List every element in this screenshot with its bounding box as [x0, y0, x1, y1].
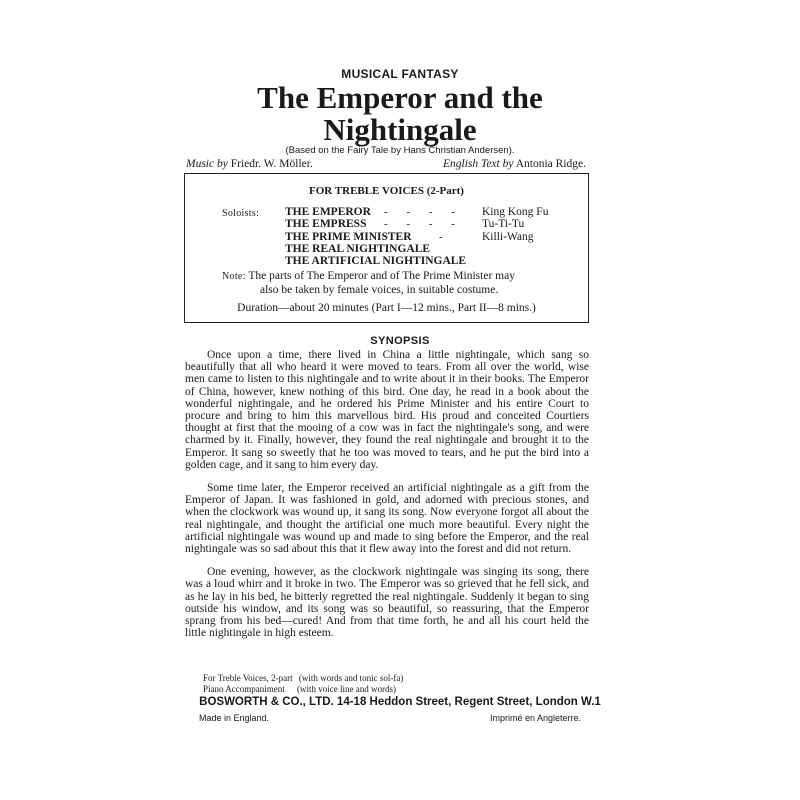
title-line-1: The Emperor and the	[257, 80, 543, 115]
role-4: THE REAL NIGHTINGALE	[285, 242, 431, 255]
music-credit	[186, 158, 313, 170]
title-line-2: Nightingale	[323, 112, 477, 147]
synopsis-body	[185, 349, 589, 650]
voices-heading: FOR TREBLE VOICES (2-Part)	[309, 185, 464, 197]
role-3: THE PRIME MINISTER	[285, 230, 412, 243]
role-5: THE ARTIFICIAL NIGHTINGALE	[285, 255, 467, 268]
actor-1: King Kong Fu	[482, 206, 549, 218]
edition-2-item: Piano Accompaniment	[203, 683, 285, 694]
actor-3: Killi-Wang	[482, 230, 534, 243]
text-credit	[443, 158, 586, 170]
role-2: THE EMPRESS	[285, 218, 367, 231]
role-1: THE EMPEROR	[285, 206, 371, 218]
duration: Duration—about 20 minutes (Part I—12 mins., Part II—8 mins.)	[237, 302, 536, 314]
cast-leaders	[384, 206, 463, 243]
cast-actors	[482, 206, 548, 243]
note-line-1: The parts of The Emperor and of The Prime Minister may	[248, 270, 515, 282]
translator-name: Antonia Ridge.	[515, 158, 586, 170]
genre-kicker: MUSICAL FANTASY	[341, 67, 459, 81]
leader-3: -	[439, 230, 451, 243]
edition-1-detail: (with words and tonic sol-fa)	[298, 673, 404, 683]
page-title	[0, 82, 800, 146]
casting-note	[222, 270, 515, 296]
synopsis-heading: SYNOPSIS	[370, 335, 430, 347]
voices-box	[184, 173, 589, 323]
music-label: Music by	[186, 158, 228, 170]
imprime-en-angleterre: Imprimé en Angleterre.	[489, 713, 581, 723]
soloists-label: Soloists:	[222, 208, 260, 219]
edition-2	[203, 684, 403, 695]
leader-1: - - - -	[384, 206, 463, 218]
note-label: Note:	[222, 271, 246, 282]
edition-1-item: For Treble Voices, 2-part	[203, 673, 293, 683]
made-in-england: Made in England.	[199, 713, 270, 723]
text-label: English Text by	[442, 158, 514, 170]
composer-name: Friedr. W. Möller.	[230, 158, 313, 170]
publisher-imprint: BOSWORTH & CO., LTD. 14-18 Heddon Street, Regent Street, London W.1	[199, 696, 601, 708]
note-line-2: also be taken by female voices, in suitable costume.	[260, 283, 499, 296]
leader-2: - - - -	[384, 218, 463, 231]
edition-2-detail: (with voice line and words)	[296, 683, 396, 694]
subtitle: (Based on the Fairy Tale by Hans Christian Andersen).	[285, 145, 515, 156]
actor-2: Tu-Ti-Tu	[482, 218, 525, 231]
synopsis-paragraph-1: Once upon a time, there lived in China a little nightingale, which sang so beautifully that all who heard it were moved to tears. From all over the world, wise men came to listen to this nightingale and to write about it in their books. The Emperor of China, however, knew nothing of this bird. One day, he read in a book about the wonderful nightingale, and he ordered his Prime Minister and his entire Court to procure and bring to him this marvellous bird. His proud and conceited Courtiers thought at first that the mooing of a cow was in fact the nightingale's song, and were charmed by it. Finally, however, they found the real nightingale and brought it to the Emperor. It sang so sweetly that he too was moved to tears, and he put the bird into a golden cage, and it sang to him every day.	[185, 349, 589, 471]
edition-1	[203, 673, 403, 684]
synopsis-paragraph-2: Some time later, the Emperor received an artificial nightingale as a gift from the Emperor of Japan. It was fashioned in gold, and adorned with precious stones, and when the clockwork was wound up, it sang its song. Now everyone forgot all about the real nightingale, and thought the artificial one much more beautiful. Every night the artificial nightingale was wound up and made to sing before the Emperor, and the real nightingale was so sad about this that it flew away into the forest and did not return.	[185, 482, 589, 556]
synopsis-paragraph-3: One evening, however, as the clockwork nightingale was singing its song, there was a loud whirr and it broke in two. The Emperor was so grieved that he fell sick, and as he lay in his bed, he bitterly regretted the real nightingale. Suddenly it began to sing outside his window, and its song was so beautiful, so reassuring, that the Emperor sprang from his bed—cured! And from that time forth, he and all his court held the little nightingale in high esteem.	[185, 566, 589, 640]
editions-list	[203, 673, 403, 694]
